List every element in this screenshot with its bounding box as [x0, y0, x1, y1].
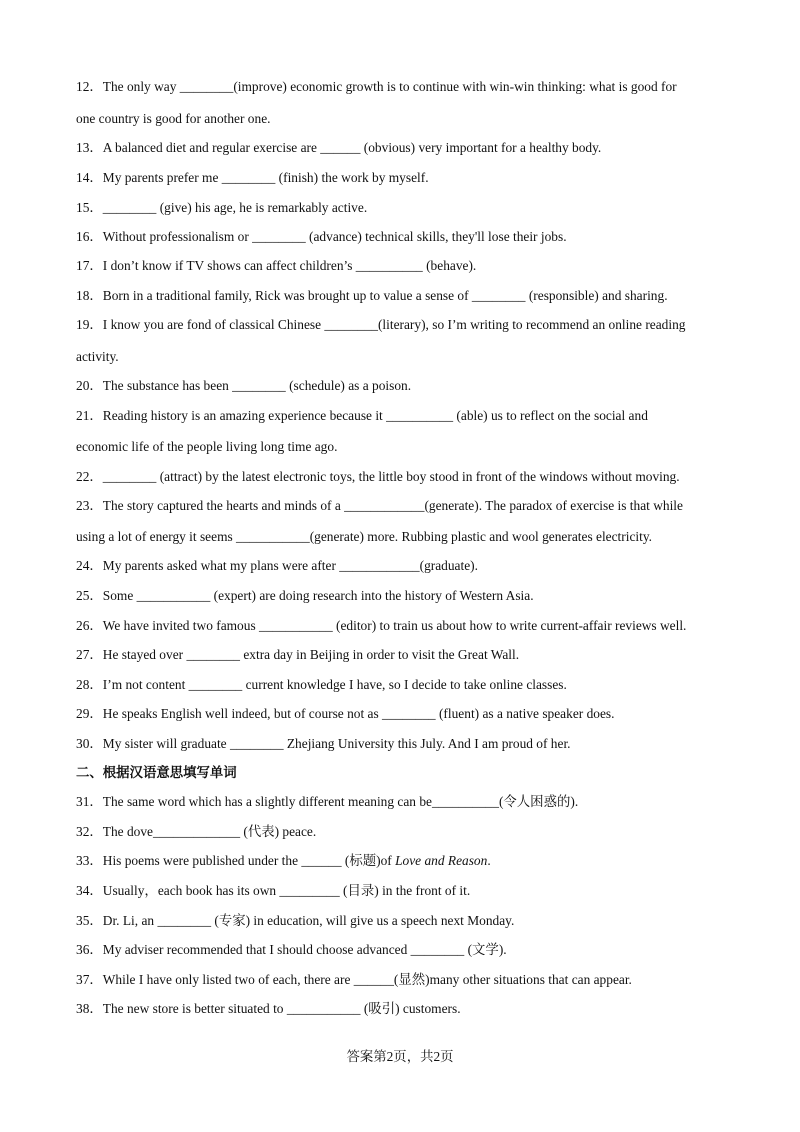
question-23: 23．The story captured the hearts and minds of a ____________(generate). The paradox of exercise is that while — [76, 498, 683, 513]
question-33-end: . — [487, 853, 491, 868]
question-25: 25．Some ___________ (expert) are doing research into the history of Western Asia. — [76, 588, 534, 603]
question-23-continued: using a lot of energy it seems ___________(generate) more. Rubbing plastic and wool generates electricity. — [76, 529, 653, 544]
question-29: 29．He speaks English well indeed, but of course not as ________ (fluent) as a native speaker does. — [76, 706, 615, 721]
question-16: 16．Without professionalism or ________ (advance) technical skills, they'll lose their jobs. — [76, 229, 567, 244]
question-24: 24．My parents asked what my plans were after ____________(graduate). — [76, 558, 478, 573]
question-33 — [76, 845, 726, 877]
question-36: 36．My adviser recommended that I should choose advanced ________ (文学). — [76, 942, 507, 957]
question-31: 31．The same word which has a slightly different meaning can be__________(令人困惑的). — [76, 794, 579, 809]
page-footer: 答案第2页，共2页 — [346, 1049, 454, 1064]
question-30: 30．My sister will graduate ________ Zhejiang University this July. And I am proud of her. — [76, 736, 571, 751]
section-2-heading: 二、根据汉语意思填写单词 — [76, 766, 237, 781]
question-19: 19．I know you are fond of classical Chinese ________(literary), so I’m writing to recommend an online reading — [76, 317, 686, 332]
question-28: 28．I’m not content ________ current knowledge I have, so I decide to take online classes. — [76, 677, 567, 692]
question-21: 21．Reading history is an amazing experience because it __________ (able) us to reflect on the social and — [76, 408, 648, 423]
question-12: 12．The only way ________(improve) economic growth is to continue with win-win thinking: what is good for — [76, 79, 677, 94]
question-22: 22．________ (attract) by the latest electronic toys, the little boy stood in front of the windows without moving. — [76, 469, 680, 484]
question-12-continued: one country is good for another one. — [76, 111, 271, 126]
question-21-continued: economic life of the people living long time ago. — [76, 439, 338, 454]
question-20: 20．The substance has been ________ (schedule) as a poison. — [76, 378, 412, 393]
question-27: 27．He stayed over ________ extra day in Beijing in order to visit the Great Wall. — [76, 647, 520, 662]
question-34: 34．Usually，each book has its own _________ (目录) in the front of it. — [76, 883, 471, 898]
question-33-text: 33．His poems were published under the ______ (标题)of — [76, 853, 396, 868]
question-35: 35．Dr. Li, an ________ (专家) in education, will give us a speech next Monday. — [76, 913, 515, 928]
question-15: 15．________ (give) his age, he is remarkably active. — [76, 200, 368, 215]
question-13: 13．A balanced diet and regular exercise are ______ (obvious) very important for a healthy body. — [76, 140, 602, 155]
question-33-title: Love and Reason — [395, 853, 488, 868]
question-32: 32．The dove_____________ (代表) peace. — [76, 824, 317, 839]
question-18: 18．Born in a traditional family, Rick was brought up to value a sense of ________ (responsible) and sharing. — [76, 288, 668, 303]
question-17: 17．I don’t know if TV shows can affect children’s __________ (behave). — [76, 258, 477, 273]
question-19-continued: activity. — [76, 349, 119, 364]
question-14: 14．My parents prefer me ________ (finish) the work by myself. — [76, 170, 429, 185]
question-37: 37．While I have only listed two of each, there are ______(显然)many other situations that can appear. — [76, 972, 632, 987]
question-26: 26．We have invited two famous ___________ (editor) to train us about how to write current-affair reviews well. — [76, 618, 687, 633]
question-38: 38．The new store is better situated to ___________ (吸引) customers. — [76, 1001, 461, 1016]
